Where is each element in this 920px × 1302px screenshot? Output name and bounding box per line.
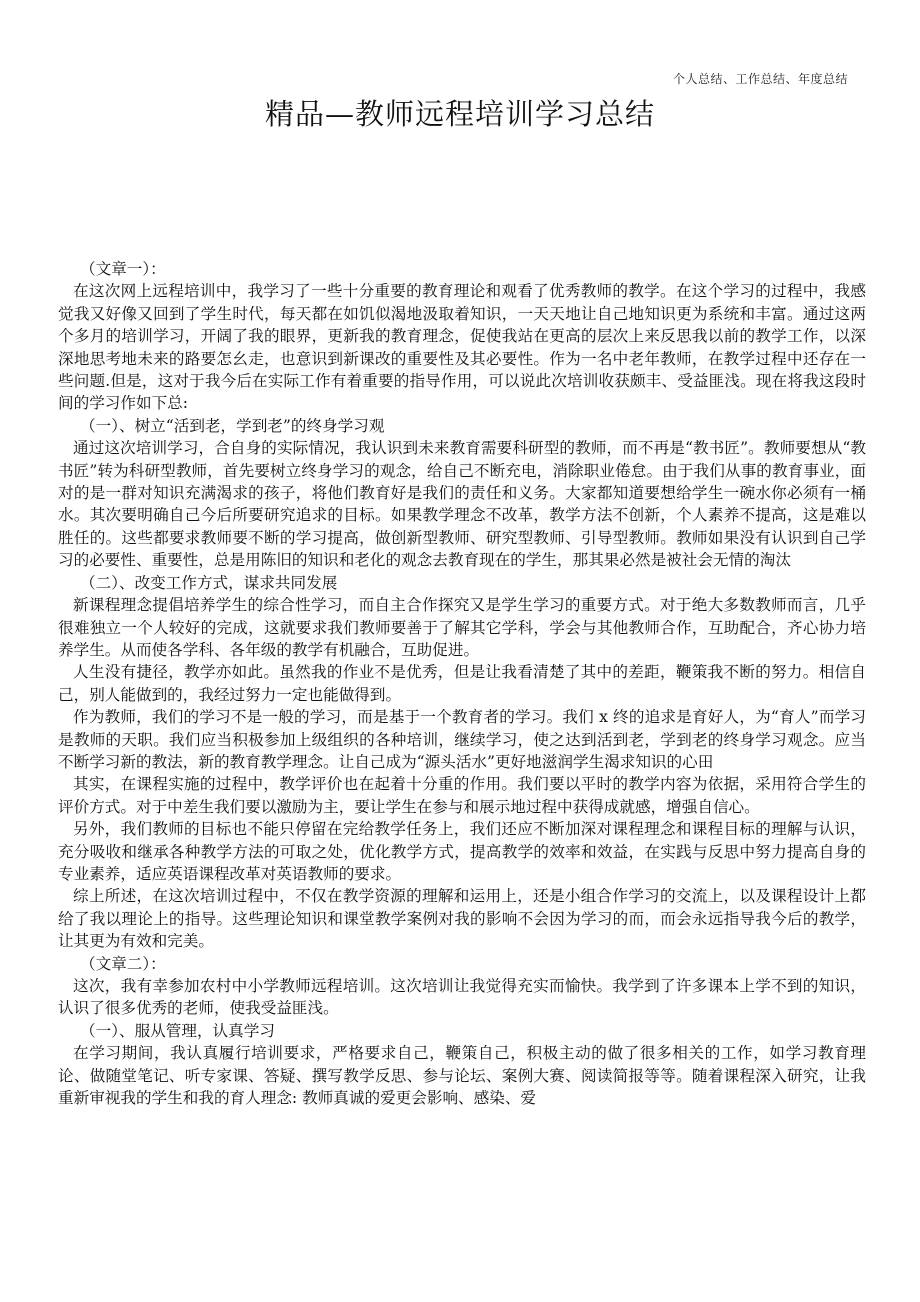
paragraph: 其实，在课程实施的过程中，教学评价也在起着十分重的作用。我们要以平时的教学内容为依据，采用符合学生的评价方式。对于中差生我们要以激励为主，要让学生在参与和展示地过程中获得成就感，增强自信心。 bbox=[58, 775, 866, 816]
document-title: 精品—教师远程培训学习总结 bbox=[264, 97, 655, 131]
section-heading: （二）、改变工作方式，谋求共同发展 bbox=[80, 573, 338, 592]
paragraph: 综上所述，在这次培训过程中，不仅在教学资源的理解和运用上，还是小组合作学习的交流上，以及课程设计上都给了我以理论上的指导。这些理论知识和课堂教学案例对我的影响不会因为学习的而，而会永远指导我今后的教学，让其更为有效和完美。 bbox=[58, 887, 866, 951]
paragraph: 新课程理念提倡培养学生的综合性学习，而自主合作探究又是学生学习的重要方式。对于绝大多数教师而言，几乎很难独立一个人较好的完成，这就要求我们教师要善于了解其它学科，学会与其他教师合作，互助配合，齐心协力培养学生。从而使各学科、各年级的教学有机融合，互助促进。 bbox=[58, 596, 866, 659]
paragraph: 在这次网上远程培训中，我学习了一些十分重要的教育理论和观看了优秀教师的教学。在这个学习的过程中，我感觉我又好像又回到了学生时代，每天都在如饥似渴地汲取着知识，一天天地让自己地知识更为系统和丰富。通过这两个多月的培训学习，开阔了我的眼界，更新我的教育理念，促使我站在更高的层次上来反思我以前的教学工作，以深深地思考地未来的路要怎幺走，也意识到新课改的重要性及其必要性。作为一名中老年教师，在教学过程中还存在一些问题.但是，这对于我今后在实际工作有着重要的指导作用，可以说此次培训收获颇丰、受益匪浅。现在将我这段时间的学习作如下总: bbox=[58, 282, 866, 413]
section-heading: （一）、服从管理，认真学习 bbox=[80, 1021, 275, 1040]
paragraph: 通过这次培训学习，合自身的实际情况，我认识到未来教育需要科研型的教师，而不再是“教书匠”。教师要想从“教书匠”转为科研型教师，首先要树立终身学习的观念，给自己不断充电，消除职业倦怠。由于我们从事的教育事业，面对的是一群对知识充满渴求的孩子，将他们教育好是我们的责任和义务。大家都知道要想给学生一碗水你必须有一桶水。其次要明确自己今后所要研究追求的目标。如果教学理念不改革，教学方法不创新，个人素养不提高，这是难以胜任的。这些都要求教师要不断的学习提高，做创新型教师、研究型教师、引导型教师。教师如果没有认识到自己学习的必要性、重要性，总是用陈旧的知识和老化的观念去教育现在的学生，那其果必然是被社会无情的淘汰 bbox=[58, 439, 866, 570]
section-heading-article-1: （文章一）： bbox=[80, 260, 166, 278]
paragraph: 在学习期间，我认真履行培训要求，严格要求自己，鞭策自己，积极主动的做了很多相关的工作，如学习教育理论、做随堂笔记、听专家课、答疑、撰写教学反思、参与论坛、案例大赛、阅读简报等等。随着课程深入研究，让我重新审视我的学生和我的育人理念: 教师真诚的爱更会影响、感染、爱 bbox=[58, 1044, 866, 1108]
section-heading: （一）、树立“活到老，学到老”的终身学习观 bbox=[80, 416, 385, 435]
paragraph: 这次，我有幸参加农村中小学教师远程培训。这次培训让我觉得充实而愉快。我学到了许多课本上学不到的知识，认识了很多优秀的老师，使我受益匪浅。 bbox=[58, 977, 866, 1018]
paragraph: 作为教师，我们的学习不是一般的学习，而是基于一个教育者的学习。我们 x 终的追求是育好人，为“育人”而学习是教师的天职。我们应当积极参加上级组织的各种培训，继续学习，使之达到活到老，学到老的终身学习观念。应当不断学习新的教法，新的教育教学理念。让自己成为“源头活水”更好地滋润学生渴求知识的心田 bbox=[58, 708, 866, 771]
paragraph: 人生没有捷径，教学亦如此。虽然我的作业不是优秀，但是让我看清楚了其中的差距，鞭策我不断的努力。相信自己，别人能做到的，我经过努力一定也能做得到。 bbox=[58, 663, 866, 704]
document-body bbox=[58, 258, 866, 1109]
paragraph: 另外，我们教师的目标也不能只停留在完给教学任务上，我们还应不断加深对课程理念和课程目标的理解与认识，充分吸收和继承各种教学方法的可取之处，优化教学方式，提高教学的效率和效益，在实践与反思中努力提高自身的专业素养，适应英语课程改革对英语教师的要求。 bbox=[58, 820, 866, 883]
section-heading-article-2: （文章二）： bbox=[80, 954, 166, 973]
header-category-note: 个人总结、工作总结、年度总结 bbox=[672, 72, 848, 86]
